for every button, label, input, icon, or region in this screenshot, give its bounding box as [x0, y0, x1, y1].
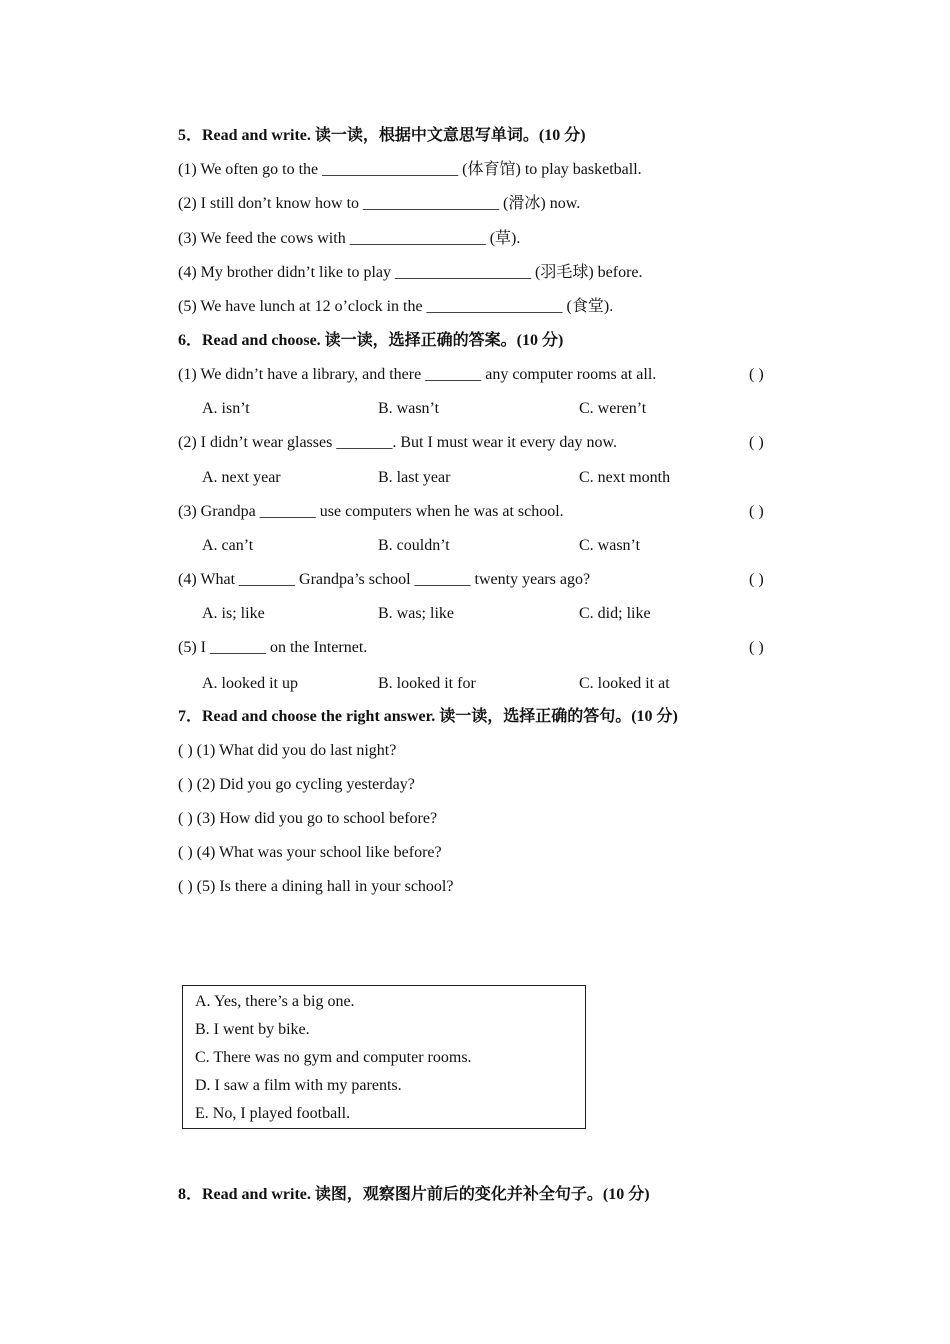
section-5-item-1: (1) We often go to the _________________ (体育馆) to play basketball. [178, 161, 642, 178]
answer-option-c: C. There was no gym and computer rooms. [195, 1049, 472, 1066]
answer-bracket[interactable]: ( ) [749, 503, 764, 520]
answer-option-b: B. I went by bike. [195, 1021, 310, 1038]
section-5-item-2: (2) I still don’t know how to _________________ (滑冰) now. [178, 195, 581, 212]
option-b: B. couldn’t [378, 537, 450, 554]
option-c: C. looked it at [579, 675, 670, 692]
option-c: C. did; like [579, 605, 651, 622]
answer-bracket[interactable]: ( ) [749, 571, 764, 588]
option-c: C. wasn’t [579, 537, 641, 554]
option-a: A. looked it up [202, 675, 298, 692]
answer-option-e: E. No, I played football. [195, 1105, 351, 1122]
answer-option-d: D. I saw a film with my parents. [195, 1077, 402, 1094]
section-7-question-3: ( ) (3) How did you go to school before? [178, 810, 438, 827]
option-c: C. weren’t [579, 400, 647, 417]
section-5-item-4: (4) My brother didn’t like to play _________________ (羽毛球) before. [178, 264, 643, 281]
option-a: A. is; like [202, 605, 265, 622]
section-5-item-5: (5) We have lunch at 12 o’clock in the _________________ (食堂). [178, 298, 614, 315]
answer-bracket[interactable]: ( ) [749, 434, 764, 451]
section-6-question-3: (3) Grandpa _______ use computers when he was at school. [178, 503, 564, 520]
option-b: B. was; like [378, 605, 454, 622]
section-7-question-2: ( ) (2) Did you go cycling yesterday? [178, 776, 415, 793]
section-6-question-1: (1) We didn’t have a library, and there _______ any computer rooms at all. [178, 366, 657, 383]
section-6-heading: 6．Read and choose. 读一读，选择正确的答案。(10 分) [178, 332, 564, 349]
option-b: B. wasn’t [378, 400, 440, 417]
option-c: C. next month [579, 469, 671, 486]
option-a: A. isn’t [202, 400, 250, 417]
section-7-question-5: ( ) (5) Is there a dining hall in your school? [178, 878, 454, 895]
section-6-question-4: (4) What _______ Grandpa’s school _______ twenty years ago? [178, 571, 591, 588]
option-a: A. can’t [202, 537, 254, 554]
option-a: A. next year [202, 469, 281, 486]
option-b: B. last year [378, 469, 451, 486]
section-8-heading: 8．Read and write. 读图，观察图片前后的变化并补全句子。(10 分) [178, 1186, 650, 1203]
section-5-heading: 5．Read and write. 读一读，根据中文意思写单词。(10 分) [178, 127, 586, 144]
answer-options-box [182, 985, 586, 1129]
option-b: B. looked it for [378, 675, 476, 692]
section-6-question-5: (5) I _______ on the Internet. [178, 639, 368, 656]
section-5-item-3: (3) We feed the cows with _________________ (草). [178, 230, 521, 247]
section-7-question-4: ( ) (4) What was your school like before? [178, 844, 442, 861]
section-7-question-1: ( ) (1) What did you do last night? [178, 742, 397, 759]
section-6-question-2: (2) I didn’t wear glasses _______. But I must wear it every day now. [178, 434, 618, 451]
answer-bracket[interactable]: ( ) [749, 639, 764, 656]
answer-option-a: A. Yes, there’s a big one. [195, 993, 355, 1010]
answer-bracket[interactable]: ( ) [749, 366, 764, 383]
section-7-heading: 7．Read and choose the right answer. 读一读，选择正确的答句。(10 分) [178, 708, 678, 725]
